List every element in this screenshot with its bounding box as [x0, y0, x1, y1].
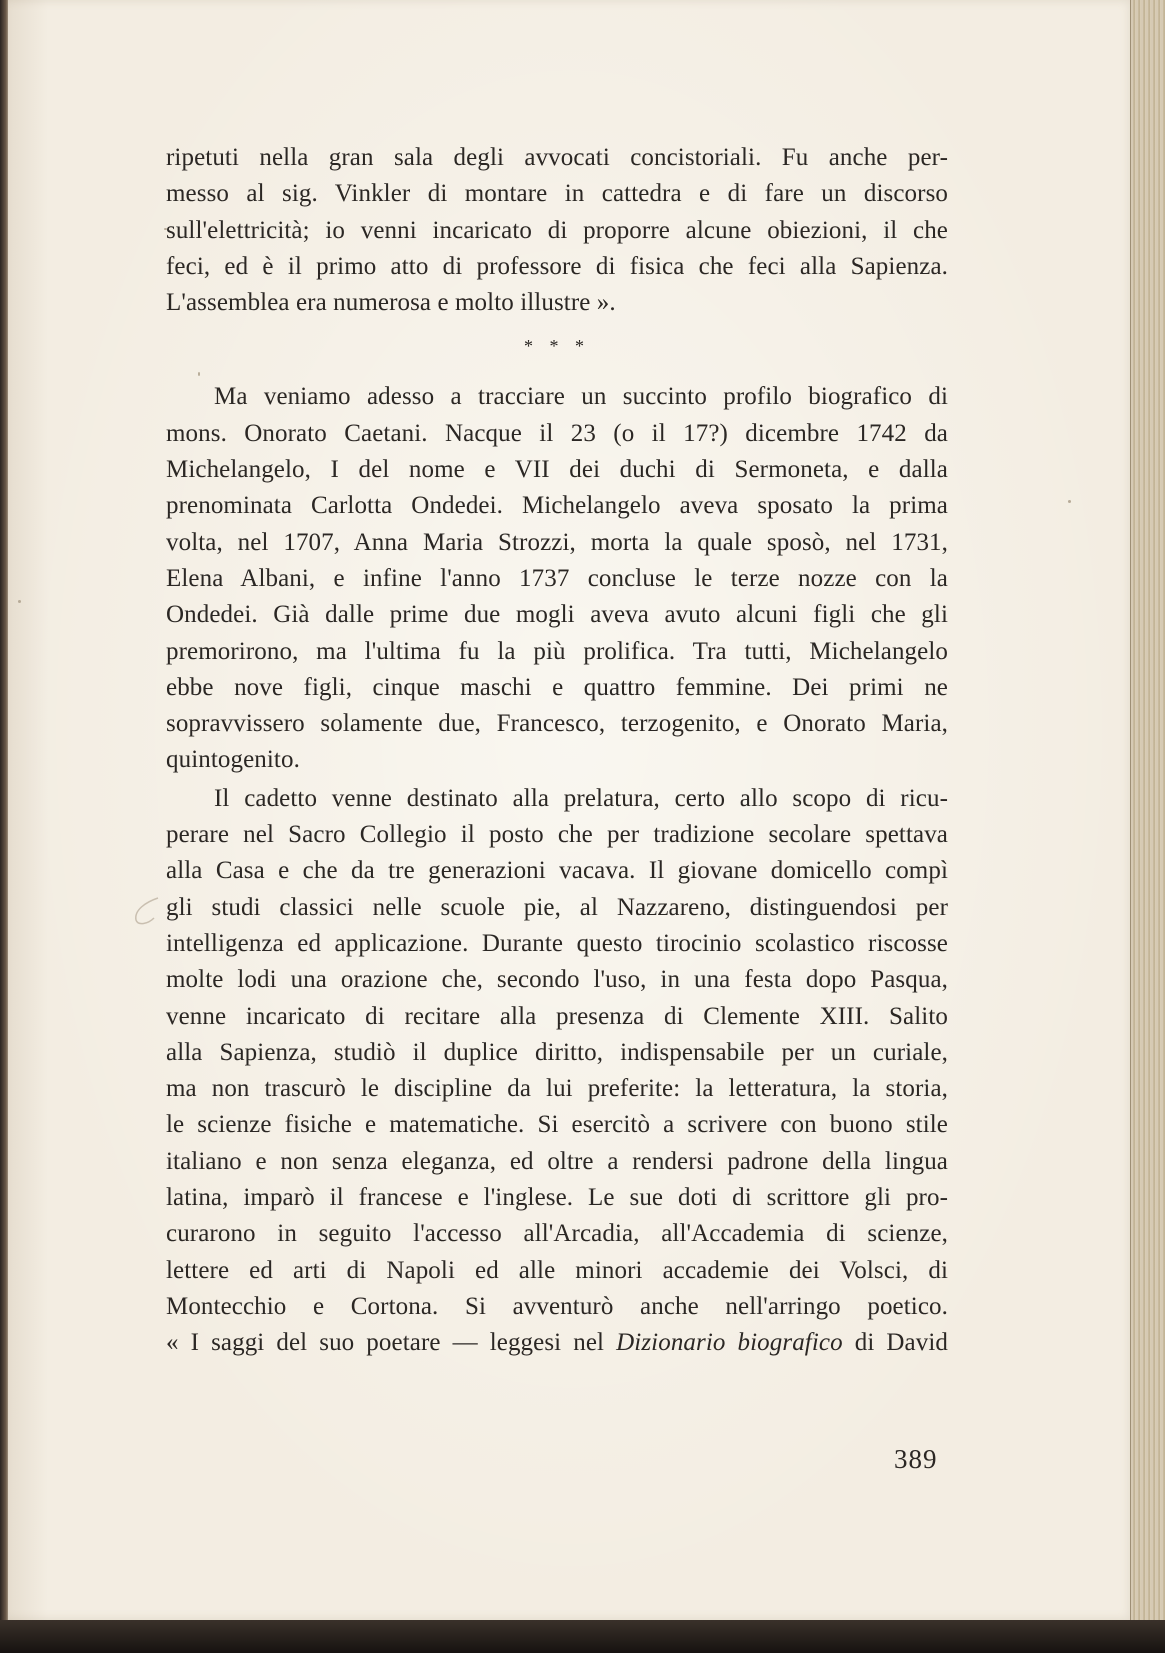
- paper-speck: [1068, 500, 1071, 503]
- text-line: sopravvissero solamente due, Francesco, terzogenito, e Onorato Maria,: [166, 710, 948, 738]
- text-line: lettere ed arti di Napoli ed alle minori accademie dei Volsci, di: [166, 1256, 948, 1284]
- body-text: [166, 140, 948, 1362]
- text-line: molte lodi una orazione che, secondo l'uso, in una festa dopo Pasqua,: [166, 966, 948, 994]
- text-line: perare nel Sacro Collegio il posto che per tradizione secolare spettava: [166, 821, 948, 849]
- text-line: ripetuti nella gran sala degli avvocati concistoriali. Fu anche per-: [166, 144, 948, 171]
- text-line: sull'elettricità; io venni incaricato di proporre alcune obiezioni, il che: [166, 216, 948, 244]
- paragraph-1: [166, 140, 948, 321]
- scan-shadow: [0, 1620, 1165, 1653]
- text-line-final: [166, 1325, 948, 1361]
- text-line: premorirono, ma l'ultima fu la più prolifica. Tra tutti, Michelangelo: [166, 637, 948, 665]
- text-line: Michelangelo, I del nome e VII dei duchi di Sermoneta, e dalla: [166, 456, 948, 484]
- text-line: curarono in seguito l'accesso all'Arcadia, all'Accademia di scienze,: [166, 1220, 948, 1248]
- text-line: prenominata Carlotta Ondedei. Michelangelo aveva sposato la prima: [166, 492, 948, 520]
- text-line: ma non trascurò le discipline da lui preferite: la letteratura, la storia,: [166, 1075, 948, 1103]
- pencil-mark-icon: [128, 896, 168, 930]
- text-line: feci, ed è il primo atto di professore di fisica che feci alla Sapienza.: [166, 252, 948, 280]
- page-edges: [1130, 0, 1165, 1653]
- text-line: mons. Onorato Caetani. Nacque il 23 (o il 17?) dicembre 1742 da: [166, 419, 948, 447]
- paragraph-2: [166, 379, 948, 778]
- text-line: ebbe nove figli, cinque maschi e quattro femmine. Dei primi ne: [166, 673, 948, 701]
- page-number: 389: [894, 1444, 938, 1474]
- text-line: latina, imparò il francese e l'inglese. Le sue doti di scrittore gli pro-: [166, 1184, 948, 1212]
- text-line: Ondedei. Già dalle prime due mogli aveva avuto alcuni figli che gli: [166, 601, 948, 629]
- text-line: alla Casa e che da tre generazioni vacava. Il giovane domicello compì: [166, 857, 948, 885]
- quote-end: di David: [842, 1329, 948, 1357]
- text-line: le scienze fisiche e matematiche. Si esercitò a scrivere con buono stile: [166, 1111, 948, 1139]
- text-line: Montecchio e Cortona. Si avventurò anche nell'arringo poetico.: [166, 1292, 948, 1320]
- text-line: messo al sig. Vinkler di montare in cattedra e di fare un discorso: [166, 180, 948, 208]
- section-separator: * * *: [524, 336, 590, 357]
- text-line: Il cadetto venne destinato alla prelatura, certo allo scopo di ricu-: [214, 784, 948, 812]
- text-line: quintogenito.: [166, 746, 300, 774]
- text-line: L'assemblea era numerosa e molto illustre ».: [166, 289, 616, 317]
- text-line: alla Sapienza, studiò il duplice diritto, indispensabile per un curiale,: [166, 1038, 948, 1066]
- text-line: volta, nel 1707, Anna Maria Strozzi, morta la quale sposò, nel 1731,: [166, 528, 948, 556]
- paragraph-3: [166, 781, 948, 1362]
- paper-speck: [18, 600, 21, 603]
- text-line: venne incaricato di recitare alla presenza di Clemente XIII. Salito: [166, 1002, 948, 1030]
- text-line: gli studi classici nelle scuole pie, al Nazzareno, distinguendosi per: [166, 893, 948, 921]
- text-line: Ma veniamo adesso a tracciare un succinto profilo biografico di: [214, 383, 948, 411]
- book-title: Dizionario biografico: [616, 1329, 843, 1357]
- text-line: italiano e non senza eleganza, ed oltre a rendersi padrone della lingua: [166, 1147, 948, 1175]
- text-line: Elena Albani, e infine l'anno 1737 concluse le terze nozze con la: [166, 564, 948, 592]
- text-line: intelligenza ed applicazione. Durante questo tirocinio scolastico riscosse: [166, 929, 948, 957]
- quote-start: « I saggi del suo poetare — leggesi nel: [166, 1329, 617, 1357]
